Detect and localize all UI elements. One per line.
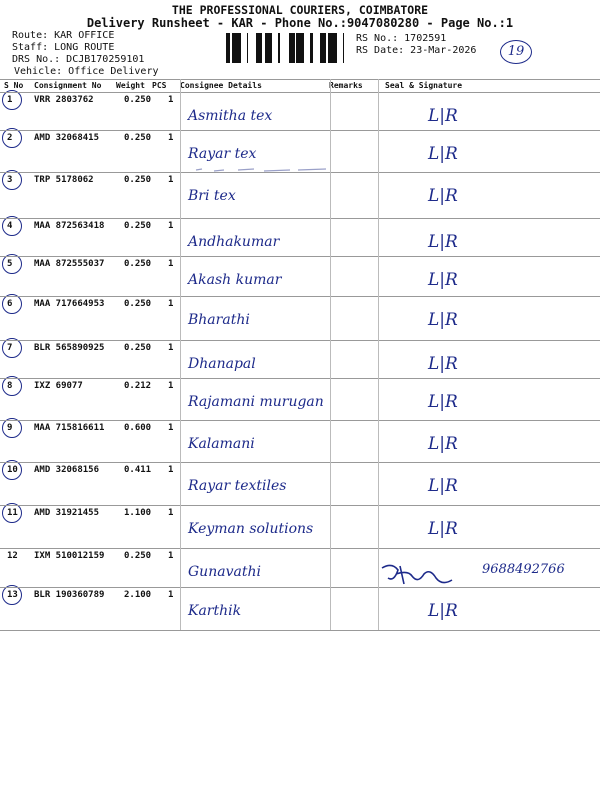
- consignment-number: BLR 565890925: [34, 343, 105, 353]
- signature-mark: L|R: [428, 186, 458, 206]
- pieces-count: 1: [168, 133, 174, 143]
- barcode-bar: [290, 33, 292, 63]
- pieces-count: 1: [168, 423, 174, 433]
- consignee-name: Karthik: [188, 603, 242, 619]
- barcode-bar: [320, 33, 322, 63]
- barcode-bar: [328, 33, 331, 63]
- col-consignee: Consignee Details: [180, 81, 262, 90]
- barcode-bar: [332, 33, 334, 63]
- barcode-bar: [235, 33, 236, 63]
- serial-number: [2, 548, 24, 568]
- consignee-name: Keyman solutions: [188, 521, 314, 537]
- weight-value: 0.411: [124, 465, 152, 475]
- pieces-count: 1: [168, 299, 174, 309]
- signature-mark: L|R: [428, 476, 458, 496]
- signature-mark: L|R: [428, 434, 458, 454]
- row-divider: [0, 172, 600, 173]
- serial-number: [2, 296, 24, 316]
- barcode-bar: [292, 33, 295, 63]
- signature-mark: L|R: [428, 392, 458, 412]
- signature-mark: L|R: [428, 270, 458, 290]
- barcode-bar: [310, 33, 313, 63]
- col-pcs: PCS: [152, 81, 167, 90]
- weight-value: 0.212: [124, 381, 152, 391]
- table-row: [0, 548, 600, 587]
- consignee-name: Dhanapal: [188, 356, 256, 372]
- handwritten-phone-number: 9688492766: [482, 562, 565, 577]
- column-divider: [330, 79, 331, 630]
- table-row: [0, 256, 600, 296]
- col-sno: S No: [4, 81, 24, 90]
- consignment-number: AMD 32068415: [34, 133, 100, 143]
- barcode-bar: [232, 33, 235, 63]
- serial-number-text: 2: [7, 133, 13, 143]
- table-row: [0, 462, 600, 505]
- barcode-bar: [229, 33, 230, 63]
- barcode-image: [226, 33, 352, 63]
- signature-mark: L|R: [428, 144, 458, 164]
- barcode-bar: [247, 33, 248, 63]
- col-consignment: Consignment No: [34, 81, 102, 90]
- serial-number-text: 4: [7, 221, 13, 231]
- consignment-number: MAA 872563418: [34, 221, 105, 231]
- table-row: [0, 587, 600, 630]
- pieces-count: 1: [168, 175, 174, 185]
- barcode-bar: [256, 33, 259, 63]
- barcode-bar: [260, 33, 262, 63]
- serial-number: [2, 505, 24, 525]
- consignment-number: VRR 2803762: [34, 95, 94, 105]
- barcode-bar: [236, 33, 238, 63]
- serial-number-text: 5: [7, 259, 13, 269]
- row-divider: [0, 218, 600, 219]
- consignment-number: TRP 5178062: [34, 175, 94, 185]
- row-divider: [0, 548, 600, 549]
- signature-mark: L|R: [428, 601, 458, 621]
- barcode-bar: [259, 33, 260, 63]
- signature-mark: L|R: [428, 519, 458, 539]
- signature-mark: L|R: [428, 232, 458, 252]
- rs-number: RS No.: 1702591: [356, 33, 447, 44]
- weight-value: 0.250: [124, 343, 152, 353]
- row-divider: [0, 462, 600, 463]
- table-row: [0, 218, 600, 256]
- pieces-count: 1: [168, 221, 174, 231]
- pieces-count: 1: [168, 95, 174, 105]
- serial-number: [2, 340, 24, 360]
- table-bottom-border: [0, 630, 600, 631]
- consignment-number: IXM 510012159: [34, 551, 105, 561]
- col-weight: Weight: [116, 81, 145, 90]
- row-divider: [0, 378, 600, 379]
- pieces-count: 1: [168, 381, 174, 391]
- barcode-bar: [334, 33, 337, 63]
- table-row: [0, 92, 600, 130]
- table-row: [0, 172, 600, 218]
- weight-value: 0.250: [124, 221, 152, 231]
- barcode-bar: [298, 33, 301, 63]
- consignee-name: Rayar tex: [188, 146, 257, 162]
- handwritten-signature-image: [378, 560, 458, 588]
- consignee-name: Gunavathi: [188, 564, 261, 580]
- consignee-name: Asmitha tex: [188, 108, 273, 124]
- column-header-row: [0, 79, 600, 93]
- header-top-border: [0, 79, 600, 80]
- barcode-bar: [278, 33, 280, 63]
- weight-value: 0.600: [124, 423, 152, 433]
- column-divider: [180, 79, 181, 630]
- barcode-bar: [325, 33, 326, 63]
- barcode-bar: [301, 33, 302, 63]
- rs-date: RS Date: 23-Mar-2026: [356, 45, 477, 56]
- consignment-number: AMD 31921455: [34, 508, 100, 518]
- col-seal: Seal & Signature: [385, 81, 463, 90]
- table-row: [0, 378, 600, 420]
- serial-number: [2, 218, 24, 238]
- serial-number-text: 12: [7, 551, 18, 561]
- barcode-bar: [289, 33, 290, 63]
- barcode-bar: [271, 33, 272, 63]
- column-divider: [378, 79, 379, 630]
- staff-info: Staff: LONG ROUTE: [12, 42, 115, 53]
- consignment-number: MAA 715816611: [34, 423, 105, 433]
- serial-number-text: 9: [7, 423, 13, 433]
- signature-mark: L|R: [428, 310, 458, 330]
- pieces-count: 1: [168, 343, 174, 353]
- serial-number: [2, 92, 24, 112]
- serial-number: [2, 378, 24, 398]
- serial-number-text: 3: [7, 175, 13, 185]
- serial-number-text: 1: [7, 95, 13, 105]
- pieces-count: 1: [168, 551, 174, 561]
- weight-value: 0.250: [124, 133, 152, 143]
- consignment-number: BLR 190360789: [34, 590, 105, 600]
- pieces-count: 1: [168, 590, 174, 600]
- row-divider: [0, 92, 600, 93]
- barcode-bar: [331, 33, 332, 63]
- row-divider: [0, 505, 600, 506]
- circled-count: 19: [500, 40, 532, 64]
- serial-number: [2, 462, 24, 482]
- runsheet-subtitle: Delivery Runsheet - KAR - Phone No.:9047080280 - Page No.:1: [86, 16, 514, 30]
- pieces-count: 1: [168, 259, 174, 269]
- barcode-bar: [238, 33, 241, 63]
- signature-mark: L|R: [428, 354, 458, 374]
- weight-value: 0.250: [124, 551, 152, 561]
- serial-number: [2, 420, 24, 440]
- consignee-name: Bharathi: [188, 312, 250, 328]
- serial-number: [2, 130, 24, 150]
- barcode-bar: [268, 33, 271, 63]
- pieces-count: 1: [168, 508, 174, 518]
- barcode-bar: [266, 33, 268, 63]
- consignee-name: Akash kumar: [188, 272, 282, 288]
- row-divider: [0, 587, 600, 588]
- serial-number: [2, 256, 24, 276]
- barcode-bar: [226, 33, 229, 63]
- table-row: [0, 505, 600, 548]
- col-remarks: Remarks: [329, 81, 363, 90]
- serial-number-text: 13: [7, 590, 18, 600]
- pieces-count: 1: [168, 465, 174, 475]
- serial-number: [2, 172, 24, 192]
- barcode-bar: [302, 33, 304, 63]
- barcode-bar: [296, 33, 298, 63]
- consignee-name: Rayar textiles: [188, 478, 287, 494]
- consignment-number: IXZ 69077: [34, 381, 83, 391]
- serial-number-text: 8: [7, 381, 13, 391]
- consignee-name: Andhakumar: [188, 234, 280, 250]
- barcode-bar: [343, 33, 344, 63]
- serial-number-text: 10: [7, 465, 18, 475]
- consignment-number: MAA 717664953: [34, 299, 105, 309]
- serial-number-text: 7: [7, 343, 13, 353]
- weight-value: 0.250: [124, 259, 152, 269]
- consignment-number: AMD 32068156: [34, 465, 100, 475]
- weight-value: 2.100: [124, 590, 152, 600]
- row-divider: [0, 296, 600, 297]
- table-row: [0, 340, 600, 378]
- route-info: Route: KAR OFFICE: [12, 30, 115, 41]
- signature-mark: L|R: [428, 106, 458, 126]
- weight-value: 0.250: [124, 95, 152, 105]
- serial-number: [2, 587, 24, 607]
- consignment-number: MAA 872555037: [34, 259, 105, 269]
- table-row: [0, 296, 600, 340]
- consignee-name: Rajamani murugan: [188, 394, 324, 410]
- row-divider: [0, 130, 600, 131]
- vehicle-info: Vehicle: Office Delivery: [14, 66, 159, 77]
- company-title: THE PROFESSIONAL COURIERS, COIMBATORE: [171, 3, 429, 17]
- barcode-bar: [265, 33, 266, 63]
- weight-value: 1.100: [124, 508, 152, 518]
- row-divider: [0, 340, 600, 341]
- serial-number-text: 11: [7, 508, 18, 518]
- consignee-name: Bri tex: [188, 188, 236, 204]
- table-row: [0, 130, 600, 172]
- serial-number-text: 6: [7, 299, 13, 309]
- weight-value: 0.250: [124, 175, 152, 185]
- table-row: [0, 420, 600, 462]
- weight-value: 0.250: [124, 299, 152, 309]
- barcode-bar: [322, 33, 325, 63]
- drs-number: DRS No.: DCJB170259101: [12, 54, 145, 65]
- row-divider: [0, 256, 600, 257]
- row-divider: [0, 420, 600, 421]
- consignee-name: Kalamani: [188, 436, 255, 452]
